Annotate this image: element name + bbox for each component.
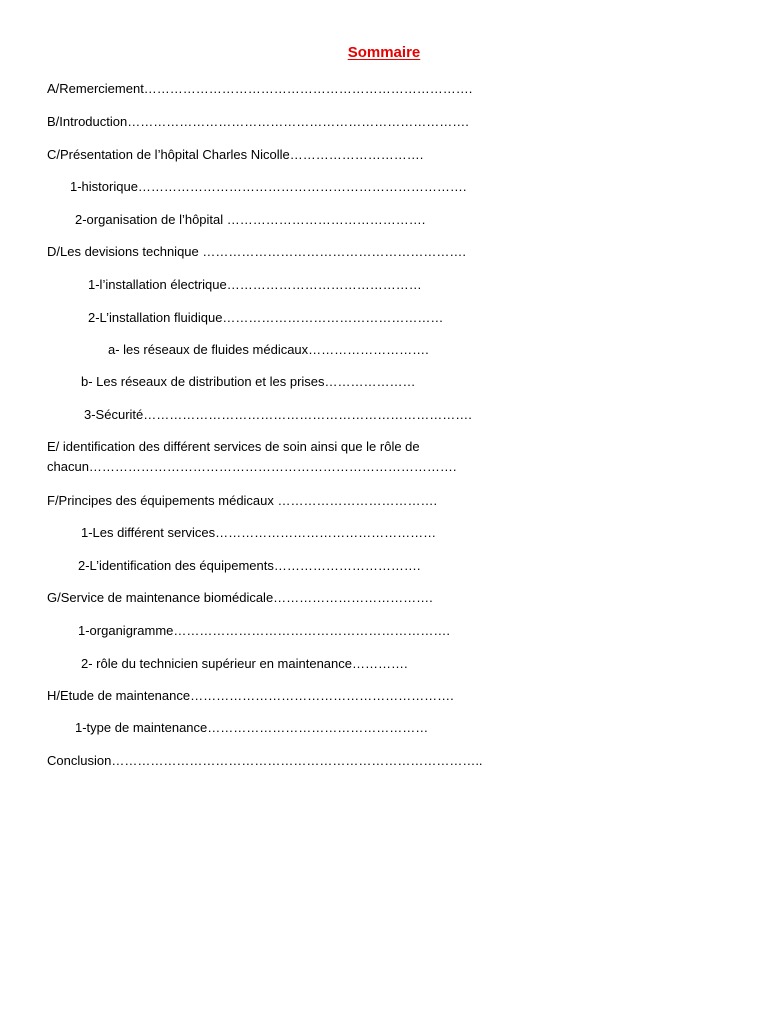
title-text: Sommaire <box>347 44 421 61</box>
toc-entry-securite: 3-Sécurité…………………………………………………………………. <box>84 407 472 422</box>
toc-entry-principes: F/Principes des équipements médicaux ………………………………. <box>47 493 438 508</box>
page-title <box>0 44 768 61</box>
toc-entry-reseaux-distribution: b- Les réseaux de distribution et les prises………………… <box>81 374 416 389</box>
toc-entry-organigramme: 1-organigramme………………………………………………………. <box>78 623 450 638</box>
toc-entry-identification-services: E/ identification des différent services de soin ainsi que le rôle de chacun…………………………………………………………………………. <box>47 439 457 474</box>
toc-entry-organisation: 2-organisation de l’hôpital ………………………………………. <box>75 212 426 227</box>
toc-entry-presentation: C/Présentation de l’hôpital Charles Nicolle…………………………. <box>47 147 424 162</box>
toc-entry-reseaux-fluides: a- les réseaux de fluides médicaux………………………. <box>108 342 429 357</box>
toc-entry-historique: 1-historique…………………………………………………………………. <box>70 179 467 194</box>
toc-entry-conclusion: Conclusion………………………………………………………………………….. <box>47 753 483 768</box>
toc-entry-installation-electrique: 1-l’installation électrique……………………………………… <box>88 277 422 292</box>
toc-entry-installation-fluidique: 2-L’installation fluidique…………………………………………… <box>88 310 444 325</box>
toc-entry-role-technicien: 2- rôle du technicien supérieur en maintenance…………. <box>81 656 408 671</box>
toc-entry-type-maintenance: 1-type de maintenance…………………………………………… <box>75 720 429 735</box>
toc-entry-introduction: B/Introduction……………………………………………………………………. <box>47 114 469 129</box>
toc-entry-remerciement: A/Remerciement…………………………………………………………………. <box>47 81 473 96</box>
toc-entry-devisions: D/Les devisions technique ……………………………………………………. <box>47 244 466 259</box>
toc-entry-differents-services: 1-Les différent services…………………………………………… <box>81 525 437 540</box>
toc-entry-service-maintenance: G/Service de maintenance biomédicale………………………………. <box>47 590 433 605</box>
toc-entry-identification-equipements: 2-L’identification des équipements……………………………. <box>78 558 421 573</box>
toc-entry-etude-maintenance: H/Etude de maintenance……………………………………………………. <box>47 688 454 703</box>
